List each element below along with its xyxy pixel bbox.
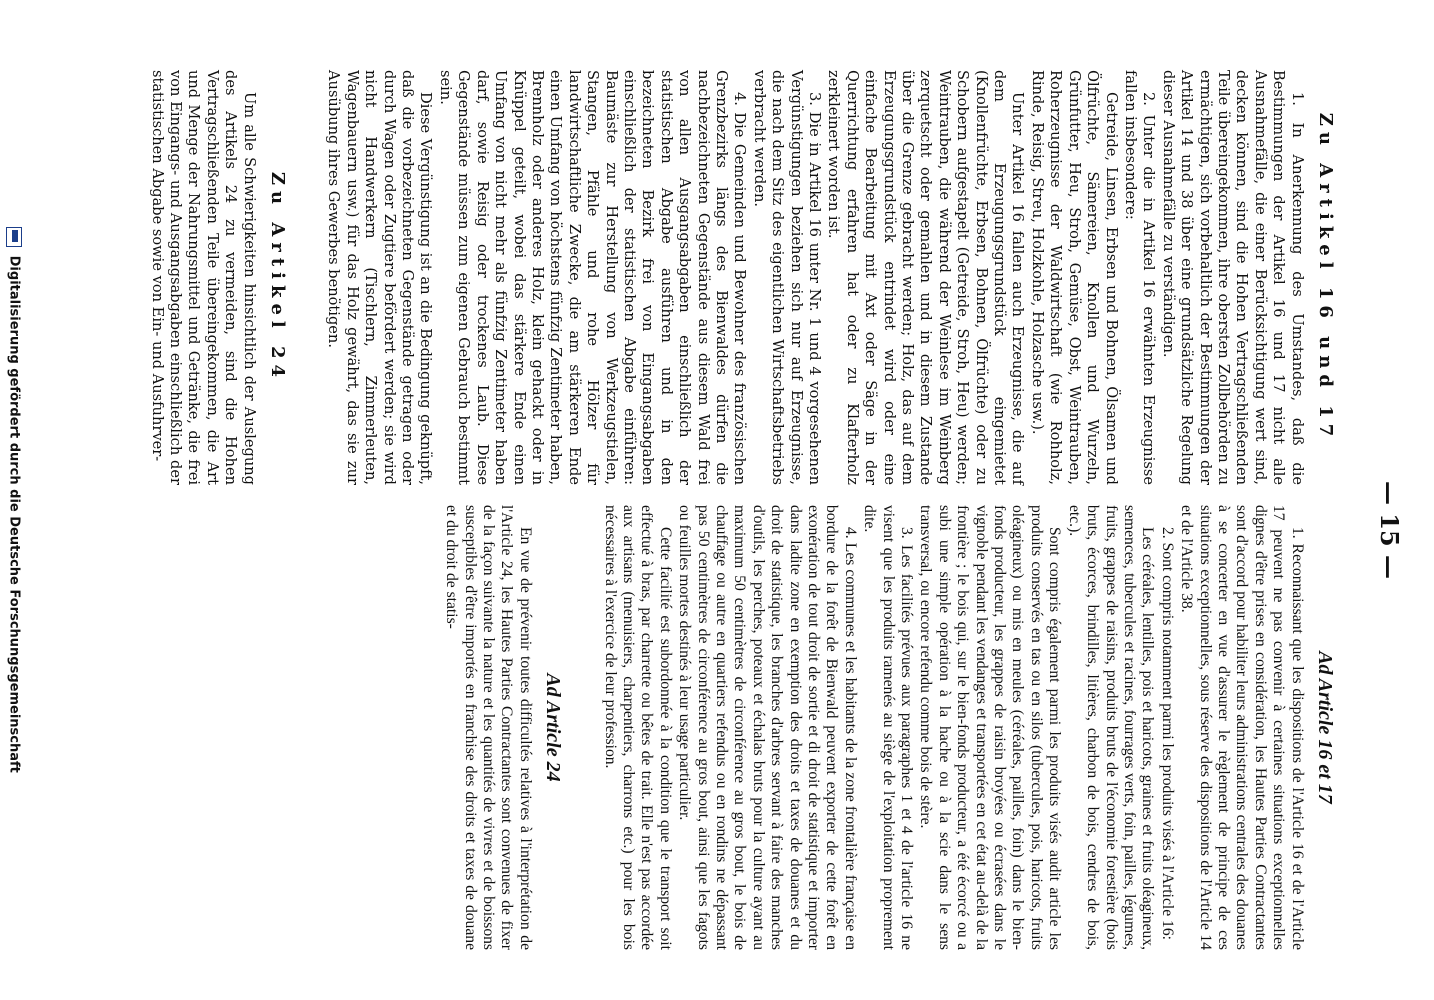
french-paragraph: 4. Les communes et les habitants de la zone frontalière française en bordure de la forêt de Bienwald peuvent exporter de cette forêt en exonération de tout droit de sortie et di droit de statistique et importer dans ladite zone en exemption des droits et taxes de douanes et du droit de statistique, les branches d'arbres servant à faire des manches d'outils, les perches, poteaux et échalas bruts pour la culture ayant au maximum 50 centimètres de circonférence au gros bout, le bois de chauffage ou autre en quartiers refendus ou en rondins ne dépassant pas 50 centimètres de circonférence au gros bout, ainsi que les fagots ou feuilles mortes destinés à leur usage particulier.	[676, 505, 859, 950]
german-paragraph: Um alle Schwierigkeiten hinsichtlich der Auslegung des Artikels 24 zu vermeiden, sind die Hohen Vertragschließenden Teile übereingekommen, die Art und Menge der Nahrungsmittel und Getränke, die frei von Eingangs- und Ausgangsabgaben einschließlich der statistischen Abgabe sowie von Ein- und Ausfuhrver-	[148, 70, 258, 485]
german-paragraph: Unter Artikel 16 fallen auch Erzeugnisse, die auf dem Erzeugungsgrundstück eingemietet (Knollenfrüchte, Erbsen, Bohnen, Ölfrüchte) oder zu Schobern aufgestapelt (Getreide, Stroh, Heu) werden; Weintrauben, die während der Weinlese im Weinberg zerquetscht oder gemahlen und in diesem Zustande über die Grenze gebracht werden; Holz, das auf dem Erzeugungsgrundstück entrindet wird oder eine einfache Bearbeitung mit Axt oder Säge in der Querrichtung erfahren hat oder zu Klafterholz zerkleinert worden ist.	[825, 70, 1027, 485]
french-paragraph: 1. Reconnaissant que les dispositions de l'Article 16 et de l'Article 17 peuvent ne pas convenir à certaines situations exceptionnelles dignes d'être prises en considération, les Hautes Parties Contractantes sont d'accord pour habiliter leurs administrations centrales des douanes à se concerter en vue d'assurer le règlement de principe de ces situations exceptionnelles, sous réserve des dispositions de l'Article 14 et de l'Article 38.	[1178, 505, 1306, 950]
french-paragraph: 3. Les facilités prévues aux paragraphes 1 et 4 de l'article 16 ne visent que les produits ramenés au siège de l'exploitation proprement dite.	[861, 505, 916, 950]
french-paragraph: Cette facilité est subordonnée à la condition que le transport soit effectué à bras, par charrette ou bêtes de trait. Elle n'est pas accordée aux artisans (menuisiers, charpentiers, charrons etc.) pour les bois nécessaires à l'exercice de leur profession.	[601, 505, 674, 950]
footer-text: Digitalisierung gefördert durch die Deutsche Forschungsgemeinschaft	[6, 255, 22, 773]
german-paragraph: 2. Unter die in Artikel 16 erwähnten Erzeugnisse fallen insbesondere:	[1121, 70, 1158, 485]
german-paragraph: 1. In Anerkennung des Umstandes, daß die Bestimmungen der Artikel 16 und 17 nicht alle Ausnahmefälle, die einer Berücksichtigung wert sind, decken können, sind die Hohen Vertragschließenden Teile übereingekommen, ihre obersten Zollbehörden zu ermächtigen, sich vorbehaltlich der Bestimmungen der Artikel 14 und 38 über eine grundsätzliche Regelung dieser Ausnahmefälle zu verständigen.	[1159, 70, 1306, 485]
digitization-footer	[6, 0, 22, 1000]
german-heading-article-16-17: Zu Artikel 16 und 17	[1315, 112, 1336, 443]
german-paragraph: 3. Die in Artikel 16 unter Nr. 1 und 4 vorgesehenen Vergünstigungen beziehen sich nur auf Erzeugnisse, die nach dem Sitz des eigentlichen Wirtschaftsbetriebs verbracht werden.	[750, 70, 824, 485]
german-paragraph: Getreide, Linsen, Erbsen und Bohnen, Ölsamen und Ölfrüchte, Sämereien, Knollen und Wurzeln, Grünfutter, Heu, Stroh, Gemüse, Obst, Weintrauben, Roherzeugnisse der Waldwirtschaft (wie Rohholz, Rinde, Reisig, Streu, Holzkohle, Holzasche usw.).	[1028, 70, 1120, 485]
french-heading-article-16-17: Ad Article 16 et 17	[1314, 651, 1336, 804]
german-paragraph: Diese Vergünstigung ist an die Bedingung geknüpft, daß die vorbezeichneten Gegenstände getragen oder durch Wagen oder Zugtiere befördert werden; sie wird nicht Handwerkern (Tischlern, Zimmerleuten, Wagenbauern usw.) für das Holz gewährt, das sie zur Ausübung ihres Gewerbes benötigen.	[325, 70, 435, 485]
french-heading-article-24: Ad Article 24	[542, 673, 565, 782]
french-paragraph: En vue de prévenir toutes difficultés relatives à l'interprétation de l'Article 24, les Hautes Parties Contractantes sont convenues de fixer de la façon suivante la nature et les quantités de vivres et de boissons susceptibles d'être importés en franchise des droits et taxes de douane et du droit de statis-	[443, 505, 534, 950]
french-paragraph: 2. Sont compris notamment parmi les produits visés à l'Article 16:	[1158, 527, 1176, 940]
german-paragraph: 4. Die Gemeinden und Bewohner des französischen Grenzbezirks längs des Bienwaldes dürfen die nachbezeichneten Gegenstände aus diesem Wald frei von allen Ausgangsabgaben einschließlich der statistischen Abgabe ausführen und in den bezeichneten Bezirk frei von Eingangsabgaben einschließlich der statistischen Abgabe einführen: Baumäste zur Herstellung von Werkzeugstielen, Stangen, Pfähle und rohe Hölzer für landwirtschaftliche Zwecke, die am stärkeren Ende einen Umfang von höchstens fünfzig Zentimeter haben, Brennholz oder anderes Holz, klein gehackt oder in Knüppel geteilt, wobei das stärkere Ende einen Umfang von nicht mehr als fünfzig Zentimeter haben darf, sowie Reisig oder trockenes Laub. Diese Gegenstände müssen zum eigenen Gebrauch bestimmt sein.	[436, 70, 749, 485]
german-heading-article-24: Zu Artikel 24	[267, 171, 289, 384]
french-column	[442, 505, 1334, 950]
french-paragraph: Sont compris également parmi les produits visés audit article les produits conservés en tas ou en silos (tubercules, pois, haricots, fruits oléagineux) ou mis en meules (céréales, pailles, foin) dans le bien-fonds producteur, les grappes de raisin broyées ou écrasées dans le vignoble pendant les vendanges et transportées en cet état au-delà de la frontière ; le bois qui, sur le bien-fonds producteur, a été écorcé ou a subi une simple opération à la hache ou à la scie dans le sens transversal, ou encore refendu comme bois de stère.	[917, 505, 1064, 950]
dfg-logo-icon	[6, 227, 22, 247]
german-column	[147, 70, 1334, 485]
page-number: — 15 —	[1375, 480, 1404, 580]
french-paragraph: Les céréales, lentilles, pois et haricots, graines et fruits oléagineux, semences, tubercules et racines, fourrages verts, foin, pailles, légumes, fruits, grappes de raisins, produits bruts de l'économie forestière (bois bruts, écorces, brindilles, litières, charbon de bois, cendres de bois, etc.).	[1065, 505, 1157, 950]
